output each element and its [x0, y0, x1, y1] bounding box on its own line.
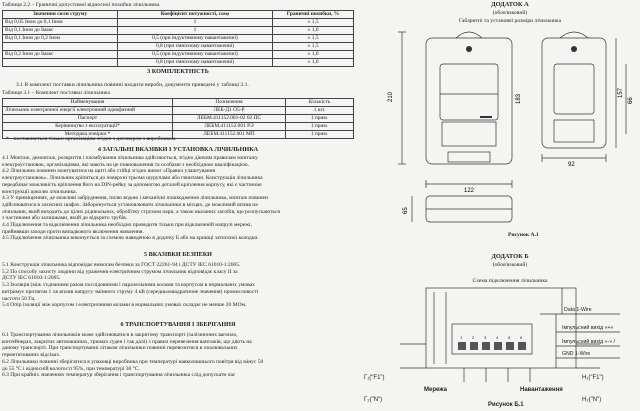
appendix-b-desc: Схема підключення лічильника — [472, 278, 548, 284]
text-line: 4.4 Підключення та відключення лічильника необхідно проводити тільки при відключеній напрузі мережі, — [2, 222, 252, 229]
label-network: Мережа — [424, 387, 447, 393]
cell: 1 — [118, 19, 273, 27]
table-3-1 — [2, 98, 354, 139]
terminal-label: 2 — [472, 335, 475, 340]
text-line: 4.2 Лічильник повинен монтуватися на щиті або стійці згідно вимог «Правил улаштування — [2, 168, 216, 175]
text-line: 5.1 Конструкція лічильника відповідає вимогам безпеки за ГОСТ 22261-94 і ДСТУ ІЕС 61010-1:2005. — [2, 262, 241, 268]
cell: ± 1,5 — [273, 35, 354, 43]
table-row — [3, 115, 354, 123]
table31-title: Таблиця 3.1 – Комплект поставки лічильника — [2, 90, 110, 96]
left-column — [2, 0, 357, 411]
text-line: частоти 50 Гц. — [2, 295, 36, 302]
cell: Керівництво з експлуатації* — [3, 123, 173, 131]
text-line: контейнерах, закритих автомашинах, трюмах суден і так далі) з правил перевезення вантажів, що діють на — [2, 338, 252, 345]
table-row — [3, 19, 354, 27]
table-row — [3, 27, 354, 35]
cell: ± 1,5 — [273, 19, 354, 27]
cell: ЛЕБМ.411152.001-02 02 ПС — [173, 115, 286, 123]
table-row — [3, 51, 354, 59]
label-load: Навантаження — [520, 387, 563, 393]
appendix-a-title: ДОДАТОК А — [491, 1, 529, 8]
appendix-b-sub: (обов'язковий) — [492, 262, 528, 268]
cell: 0,5 (при індуктивному навантаженні) — [118, 35, 273, 43]
appendix-b-title: ДОДАТОК Б — [491, 253, 529, 260]
cell: 1 прим. — [286, 131, 354, 139]
text-line: 5.2 По способу захисту людини від ураження електричним струмом лічильник відповідає класу II за — [2, 268, 238, 275]
cell: ЛЕБМ.411152.001 РЭ — [173, 123, 286, 131]
table22-header: Граничні похибки, % — [273, 11, 354, 19]
text-line: 4.5 Підключення лічильника виконується за схемою наведеною в додатку Б або на кришці затискної колодки. — [2, 235, 259, 242]
cell: ЛЕБМ.411152.001 МП — [173, 131, 286, 139]
cell: Паспорт — [3, 115, 173, 123]
terminal-label: 5 — [508, 335, 511, 340]
text-line: електроустановок, організаціями, які мають на це повноваження та особами з необхідною кваліфікацією. — [2, 161, 250, 168]
text-line: здійснюватися в захисних шафах. Заборонується установлювати лічильники в місцях, де можливий вплив на — [2, 201, 258, 208]
label-pulse-plus: Імпульсний вихід «+» — [562, 325, 614, 331]
cell: 0,8 (при ємнісному навантаженні) — [118, 59, 273, 67]
table-row — [3, 123, 354, 131]
cell: Методика повірки * — [3, 131, 173, 139]
table31-header: Кількість — [286, 99, 354, 107]
text-line: електроустановок». Лічильник кріпиться до поверхні трьома шурупами або гвинтами. Конструкція лічильника — [2, 175, 263, 182]
section-3-heading: 3 КОМПЛЕКТНІСТЬ — [147, 68, 209, 75]
cell: ± 1,0 — [273, 27, 354, 35]
cell: 0,5 (при індуктивному навантаженні) — [118, 51, 273, 59]
cell: 0,8 (при ємнісному навантаженні) — [118, 43, 273, 51]
text-line: ДСТУ ІЕС 61010-1:2005. — [2, 275, 61, 282]
meter-dimension-drawing — [360, 24, 640, 234]
cell — [3, 43, 118, 51]
section-6-body — [2, 332, 354, 379]
table-2-2 — [2, 10, 354, 67]
label-gnd-1wire: GND 1-Wire — [562, 351, 591, 357]
text-line: 6.1 Транспортування лічильників може здійснюватися в закритому транспорті (залізничних вагонах, — [2, 332, 238, 338]
cell: 1 — [118, 27, 273, 35]
dim-122: 122 — [464, 188, 475, 194]
dim-65: 65 — [403, 207, 409, 214]
text-line: 6.2 Лічильники повинні зберігатися в упаковці виробника при температурі навколишнього повітря від мінус 50 — [2, 358, 264, 365]
text-line: 4.1 Монтаж, демонтаж, розкриття і пломбування лічильника здійснюється, згідно діючим правилам монтажу — [2, 155, 258, 161]
cell: ± 1,0 — [273, 59, 354, 67]
dim-92: 92 — [568, 162, 575, 168]
section-4-body — [2, 155, 354, 242]
text-line: передбачає можливість кріплення його на DIN-рейку за допомогою деталей кріплення корпусу, які є частиною — [2, 181, 262, 188]
cell: Від 0,2 Iном до Iмакс — [3, 51, 118, 59]
figure-b1-caption: Рисунок Б.1 — [488, 402, 524, 408]
terminal-label: 3 — [484, 335, 487, 340]
label-data-1wire: Data 1-Wire — [564, 307, 592, 313]
text-line: герметизованих відсіках. — [2, 352, 61, 359]
text-line: 4.3 У приміщеннях, де можливі забруднення, пилю водою і механічні пошкодження лічильника, монтаж повинен — [2, 195, 268, 202]
section-5-body — [2, 262, 354, 309]
label-f1: Г₁("F1") — [364, 375, 385, 381]
section-5-heading: 5 ВКАЗІВКИ БЕЗПЕКИ — [143, 251, 212, 258]
text-line: конструкції цоколю лічильника. — [2, 188, 77, 195]
cell: 1 шт. — [286, 107, 354, 115]
dim-210: 210 — [388, 91, 394, 102]
table22-header: Коефіцієнт потужності, cosφ — [118, 11, 273, 19]
terminal-label: 1 — [460, 335, 463, 340]
label-h2: Н₂("N") — [582, 397, 602, 403]
cell: Від 0,05 Iном до 0,1 Iном — [3, 19, 118, 27]
label-pulse-minus: Імпульсний вихід «-» / — [562, 339, 615, 345]
wiring-diagram — [360, 284, 640, 411]
dim-183: 183 — [516, 93, 522, 104]
cell: Лічильник електричної енергії електронний однофазний — [3, 107, 173, 115]
text-line: 6.3 При крайніх значеннях температур зберігання і транспортування лічильника слід допускати час — [2, 372, 236, 379]
cell: ± 1,5 — [273, 43, 354, 51]
terminal-label: 6 — [520, 335, 523, 340]
text-line: 5.4 Опір ізоляції між корпусом і електричними колами в нормальних умовах складає не менше 20 МОм. — [2, 302, 247, 309]
dim-66: 66 — [628, 97, 634, 104]
text-line: до 55 °С і відносній вологості 95%, при температурі 30 °С. — [2, 365, 140, 372]
cell — [3, 59, 118, 67]
cell: 1 прим. — [286, 115, 354, 123]
table-row — [3, 107, 354, 115]
right-column — [360, 0, 640, 411]
appendix-a-sub: (обов'язковий) — [492, 10, 528, 16]
figure-a1-caption: Рисунок А.1 — [508, 232, 539, 238]
table-row — [3, 59, 354, 67]
cell: Від 0,1 Iном до 0,2 Iном — [3, 35, 118, 43]
section-6-heading: 6 ТРАНСПОРТУВАННЯ І ЗБЕРІГАННЯ — [120, 321, 236, 328]
table22-title: Таблиця 2.2 – Граничні допустимої відносної похибки лічильника — [2, 2, 160, 8]
text-line: витримує протягом 1 хв вплив напругу змінного струму 4 кВ (середньоквадратичне значення) промисловості — [2, 288, 259, 295]
text-line: 5.3 Ізоляція (між з'єднаними разом послідовними і паралельними колами та корпусом в нормальних умовах — [2, 282, 255, 289]
table31-note: * - поставляється тільки організаціям згідно з договором з виробником. — [6, 136, 177, 142]
section-3-para: 3.1 В комплект поставки лічильника повинні входити вироби, документи приведені у таблиці 3.1. — [16, 82, 249, 88]
text-line: з частинами або залишками, який до відкрито трубів. — [2, 215, 128, 222]
text-line: прийнявши заходи проти випадкового включення живлення. — [2, 228, 144, 235]
terminal-label: 4 — [496, 335, 499, 340]
table31-header: Найменування — [3, 99, 173, 107]
cell: ± 1,0 — [273, 51, 354, 59]
table22-header: Значення сили струму — [3, 11, 118, 19]
text-line: лічильник, який виходить до цілих ріднеальних, обробітку струмом пари, а також вказаних засобів, що розпускаються — [2, 208, 280, 215]
text-line: даному транспорті. При транспортуванні літаком лічильники повинні перевозитися в опалювальних — [2, 345, 238, 352]
section-4-heading: 4 ЗАГАЛЬНІ ВКАЗІВКИ І УСТАНОВКА ЛІЧИЛЬНИКА — [97, 146, 259, 153]
appendix-a-desc: Габаритні та установчі розміри лічильника — [458, 18, 562, 24]
table-row — [3, 43, 354, 51]
cell: Від 0,1 Iном до Iмакс — [3, 27, 118, 35]
label-h1: Н₁("F1") — [582, 375, 604, 381]
label-f2: Г₂("N") — [364, 397, 383, 403]
table-row — [3, 35, 354, 43]
dim-157: 157 — [618, 87, 624, 98]
cell: 1 прим. — [286, 123, 354, 131]
cell: ЛЕБ-Д1 О5-Р — [173, 107, 286, 115]
table31-header: Позначення — [173, 99, 286, 107]
